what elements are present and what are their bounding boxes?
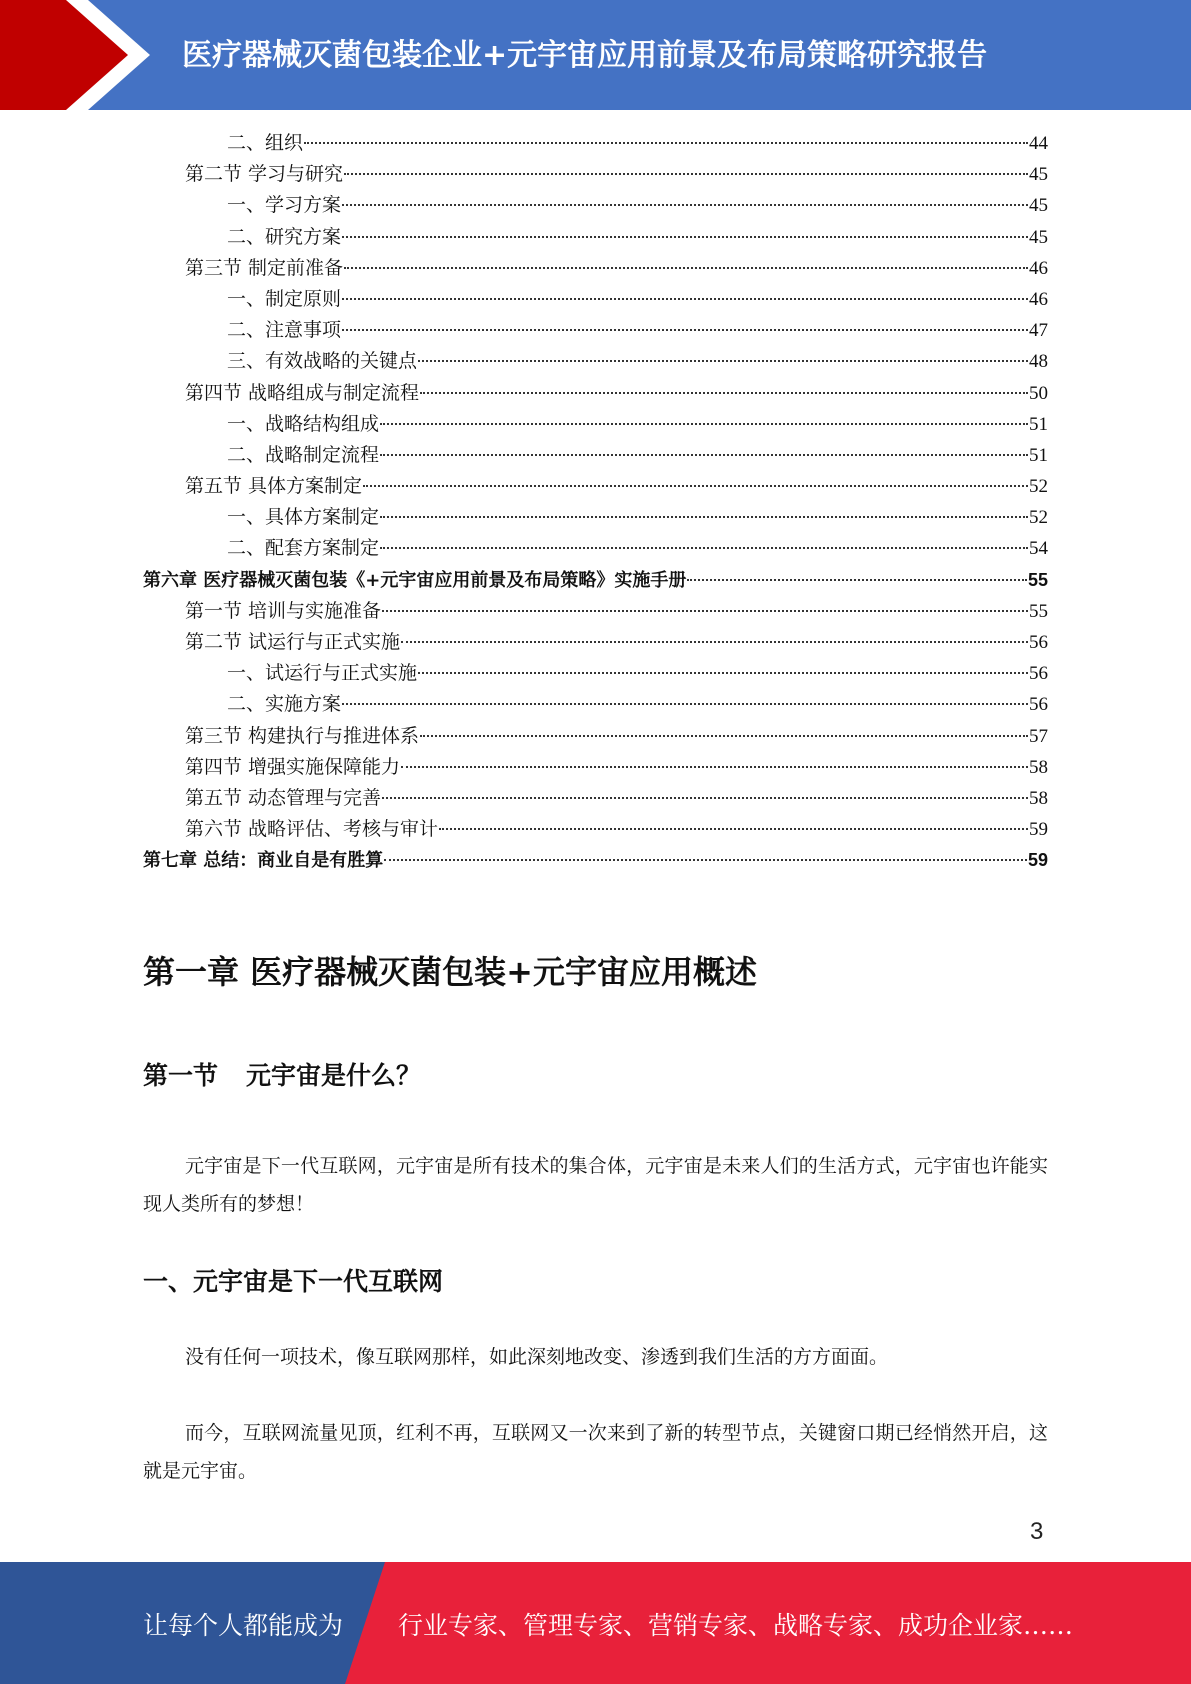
toc-entry-label: 一、具体方案制定	[227, 506, 380, 529]
toc-entry[interactable]	[143, 565, 1048, 596]
chapter-title: 第一章 医疗器械灭菌包装+元宇宙应用概述	[143, 953, 757, 991]
section-number: 第一节	[143, 1061, 219, 1090]
toc-dot-leader	[342, 236, 1028, 238]
toc-entry-page: 44	[1029, 133, 1048, 154]
toc-entry[interactable]	[143, 222, 1048, 253]
toc-entry-page: 59	[1029, 819, 1048, 841]
toc-dot-leader	[687, 579, 1027, 581]
toc-entry-label: 二、实施方案	[227, 693, 342, 716]
page-number: 3	[1030, 1518, 1044, 1545]
toc-entry[interactable]	[143, 159, 1048, 190]
toc-entry[interactable]	[143, 658, 1048, 689]
toc-dot-leader	[418, 672, 1028, 674]
toc-dot-leader	[439, 828, 1028, 830]
toc-entry[interactable]	[143, 471, 1048, 502]
table-of-contents	[143, 128, 1048, 877]
toc-entry-label: 一、战略结构组成	[227, 412, 380, 435]
toc-entry-page: 58	[1029, 756, 1048, 778]
toc-entry-label: 第六节 战略评估、考核与审计	[185, 818, 439, 841]
footer-banner	[0, 1562, 1191, 1684]
toc-entry[interactable]	[143, 845, 1048, 876]
toc-entry[interactable]	[143, 315, 1048, 346]
toc-entry-page: 48	[1029, 351, 1048, 373]
toc-entry[interactable]	[143, 627, 1048, 658]
toc-dot-leader	[344, 267, 1028, 269]
section-title: 元宇宙是什么？	[246, 1061, 422, 1090]
toc-entry-label: 二、战略制定流程	[227, 443, 380, 466]
toc-dot-leader	[401, 766, 1028, 768]
toc-entry-label: 第二节 学习与研究	[185, 163, 344, 186]
toc-entry[interactable]	[143, 596, 1048, 627]
toc-dot-leader	[342, 703, 1028, 705]
toc-entry[interactable]	[143, 378, 1048, 409]
toc-dot-leader	[382, 797, 1028, 799]
toc-entry-page: 52	[1029, 507, 1048, 529]
toc-entry-label: 第五节 动态管理与完善	[185, 786, 382, 809]
toc-entry-label: 第三节 构建执行与推进体系	[185, 724, 420, 747]
toc-entry-page: 58	[1029, 787, 1048, 809]
toc-entry[interactable]	[143, 440, 1048, 471]
toc-entry-label: 二、研究方案	[227, 225, 342, 248]
toc-entry-label: 一、制定原则	[227, 287, 342, 310]
toc-dot-leader	[420, 392, 1028, 394]
toc-dot-leader	[344, 173, 1028, 175]
toc-entry-page: 51	[1029, 413, 1048, 435]
toc-entry[interactable]	[143, 128, 1048, 159]
toc-entry-label: 第三节 制定前准备	[185, 256, 344, 279]
toc-entry-page: 56	[1029, 632, 1048, 653]
toc-entry-label: 第六章 医疗器械灭菌包装《+元宇宙应用前景及布局策略》实施手册	[143, 569, 687, 591]
toc-dot-leader	[382, 610, 1028, 612]
toc-entry-page: 55	[1027, 569, 1048, 590]
toc-entry-page: 46	[1029, 257, 1048, 279]
toc-entry-label: 三、有效战略的关键点	[227, 350, 418, 373]
toc-entry-label: 第四节 战略组成与制定流程	[185, 381, 420, 404]
toc-entry[interactable]	[143, 814, 1048, 845]
toc-entry-page: 56	[1029, 663, 1048, 685]
toc-entry-page: 52	[1029, 476, 1048, 498]
toc-entry[interactable]	[143, 409, 1048, 440]
toc-entry-page: 57	[1029, 725, 1048, 747]
toc-entry[interactable]	[143, 752, 1048, 783]
toc-entry[interactable]	[143, 689, 1048, 720]
toc-entry[interactable]	[143, 502, 1048, 533]
toc-entry-label: 一、试运行与正式实施	[227, 662, 418, 685]
toc-entry[interactable]	[143, 721, 1048, 752]
toc-entry-page: 54	[1029, 538, 1048, 560]
toc-entry[interactable]	[143, 533, 1048, 564]
toc-entry[interactable]	[143, 253, 1048, 284]
toc-dot-leader	[418, 360, 1028, 362]
toc-entry-label: 二、配套方案制定	[227, 537, 380, 560]
toc-entry-label: 第四节 增强实施保障能力	[185, 755, 401, 778]
toc-dot-leader	[380, 516, 1028, 518]
toc-entry[interactable]	[143, 190, 1048, 221]
toc-dot-leader	[401, 641, 1028, 643]
toc-dot-leader	[384, 859, 1027, 861]
toc-entry-label: 二、注意事项	[227, 319, 342, 342]
toc-dot-leader	[420, 735, 1028, 737]
paragraph: 元宇宙是下一代互联网，元宇宙是所有技术的集合体，元宇宙是未来人们的生活方式，元宇宙也许能实现人类所有的梦想！	[143, 1155, 1048, 1215]
toc-entry-page: 45	[1029, 164, 1048, 186]
toc-dot-leader	[380, 454, 1028, 456]
toc-entry-page: 51	[1029, 444, 1048, 466]
toc-dot-leader	[342, 204, 1028, 206]
toc-entry[interactable]	[143, 783, 1048, 814]
paragraph: 而今，互联网流量见顶，红利不再，互联网又一次来到了新的转型节点，关键窗口期已经悄然开启，这就是元宇宙。	[143, 1422, 1048, 1482]
toc-entry-page: 50	[1029, 382, 1048, 404]
toc-entry-label: 第七章 总结：商业自是有胜算	[143, 850, 384, 872]
toc-entry-page: 56	[1029, 694, 1048, 716]
sub-heading: 一、元宇宙是下一代互联网	[143, 1267, 444, 1296]
toc-entry-label: 二、组织	[227, 132, 304, 154]
toc-dot-leader	[363, 485, 1028, 487]
header-banner	[0, 0, 1191, 110]
footer-slogan-left: 让每个人都能成为	[143, 1611, 344, 1640]
toc-dot-leader	[380, 547, 1028, 549]
toc-dot-leader	[380, 423, 1028, 425]
paragraph: 没有任何一项技术，像互联网那样，如此深刻地改变、渗透到我们生活的方方面面。	[185, 1346, 889, 1368]
footer-slogan-right: 行业专家、管理专家、营销专家、战略专家、成功企业家……	[398, 1611, 1074, 1640]
toc-entry[interactable]	[143, 284, 1048, 315]
header-title: 医疗器械灭菌包装企业+元宇宙应用前景及布局策略研究报告	[182, 38, 988, 73]
header-red-chevron	[0, 0, 160, 110]
toc-entry-page: 45	[1029, 226, 1048, 248]
toc-entry[interactable]	[143, 346, 1048, 377]
toc-entry-label: 一、学习方案	[227, 194, 342, 217]
toc-entry-page: 46	[1029, 288, 1048, 310]
toc-entry-page: 59	[1027, 850, 1048, 871]
toc-dot-leader	[342, 298, 1028, 300]
toc-entry-page: 45	[1029, 195, 1048, 217]
section-heading	[143, 1056, 421, 1092]
toc-dot-leader	[304, 142, 1028, 144]
toc-dot-leader	[342, 329, 1028, 331]
toc-entry-label: 第二节 试运行与正式实施	[185, 631, 401, 653]
toc-entry-page: 47	[1029, 320, 1048, 342]
toc-entry-label: 第一节 培训与实施准备	[185, 599, 382, 622]
toc-entry-label: 第五节 具体方案制定	[185, 475, 363, 498]
toc-entry-page: 55	[1029, 600, 1048, 622]
